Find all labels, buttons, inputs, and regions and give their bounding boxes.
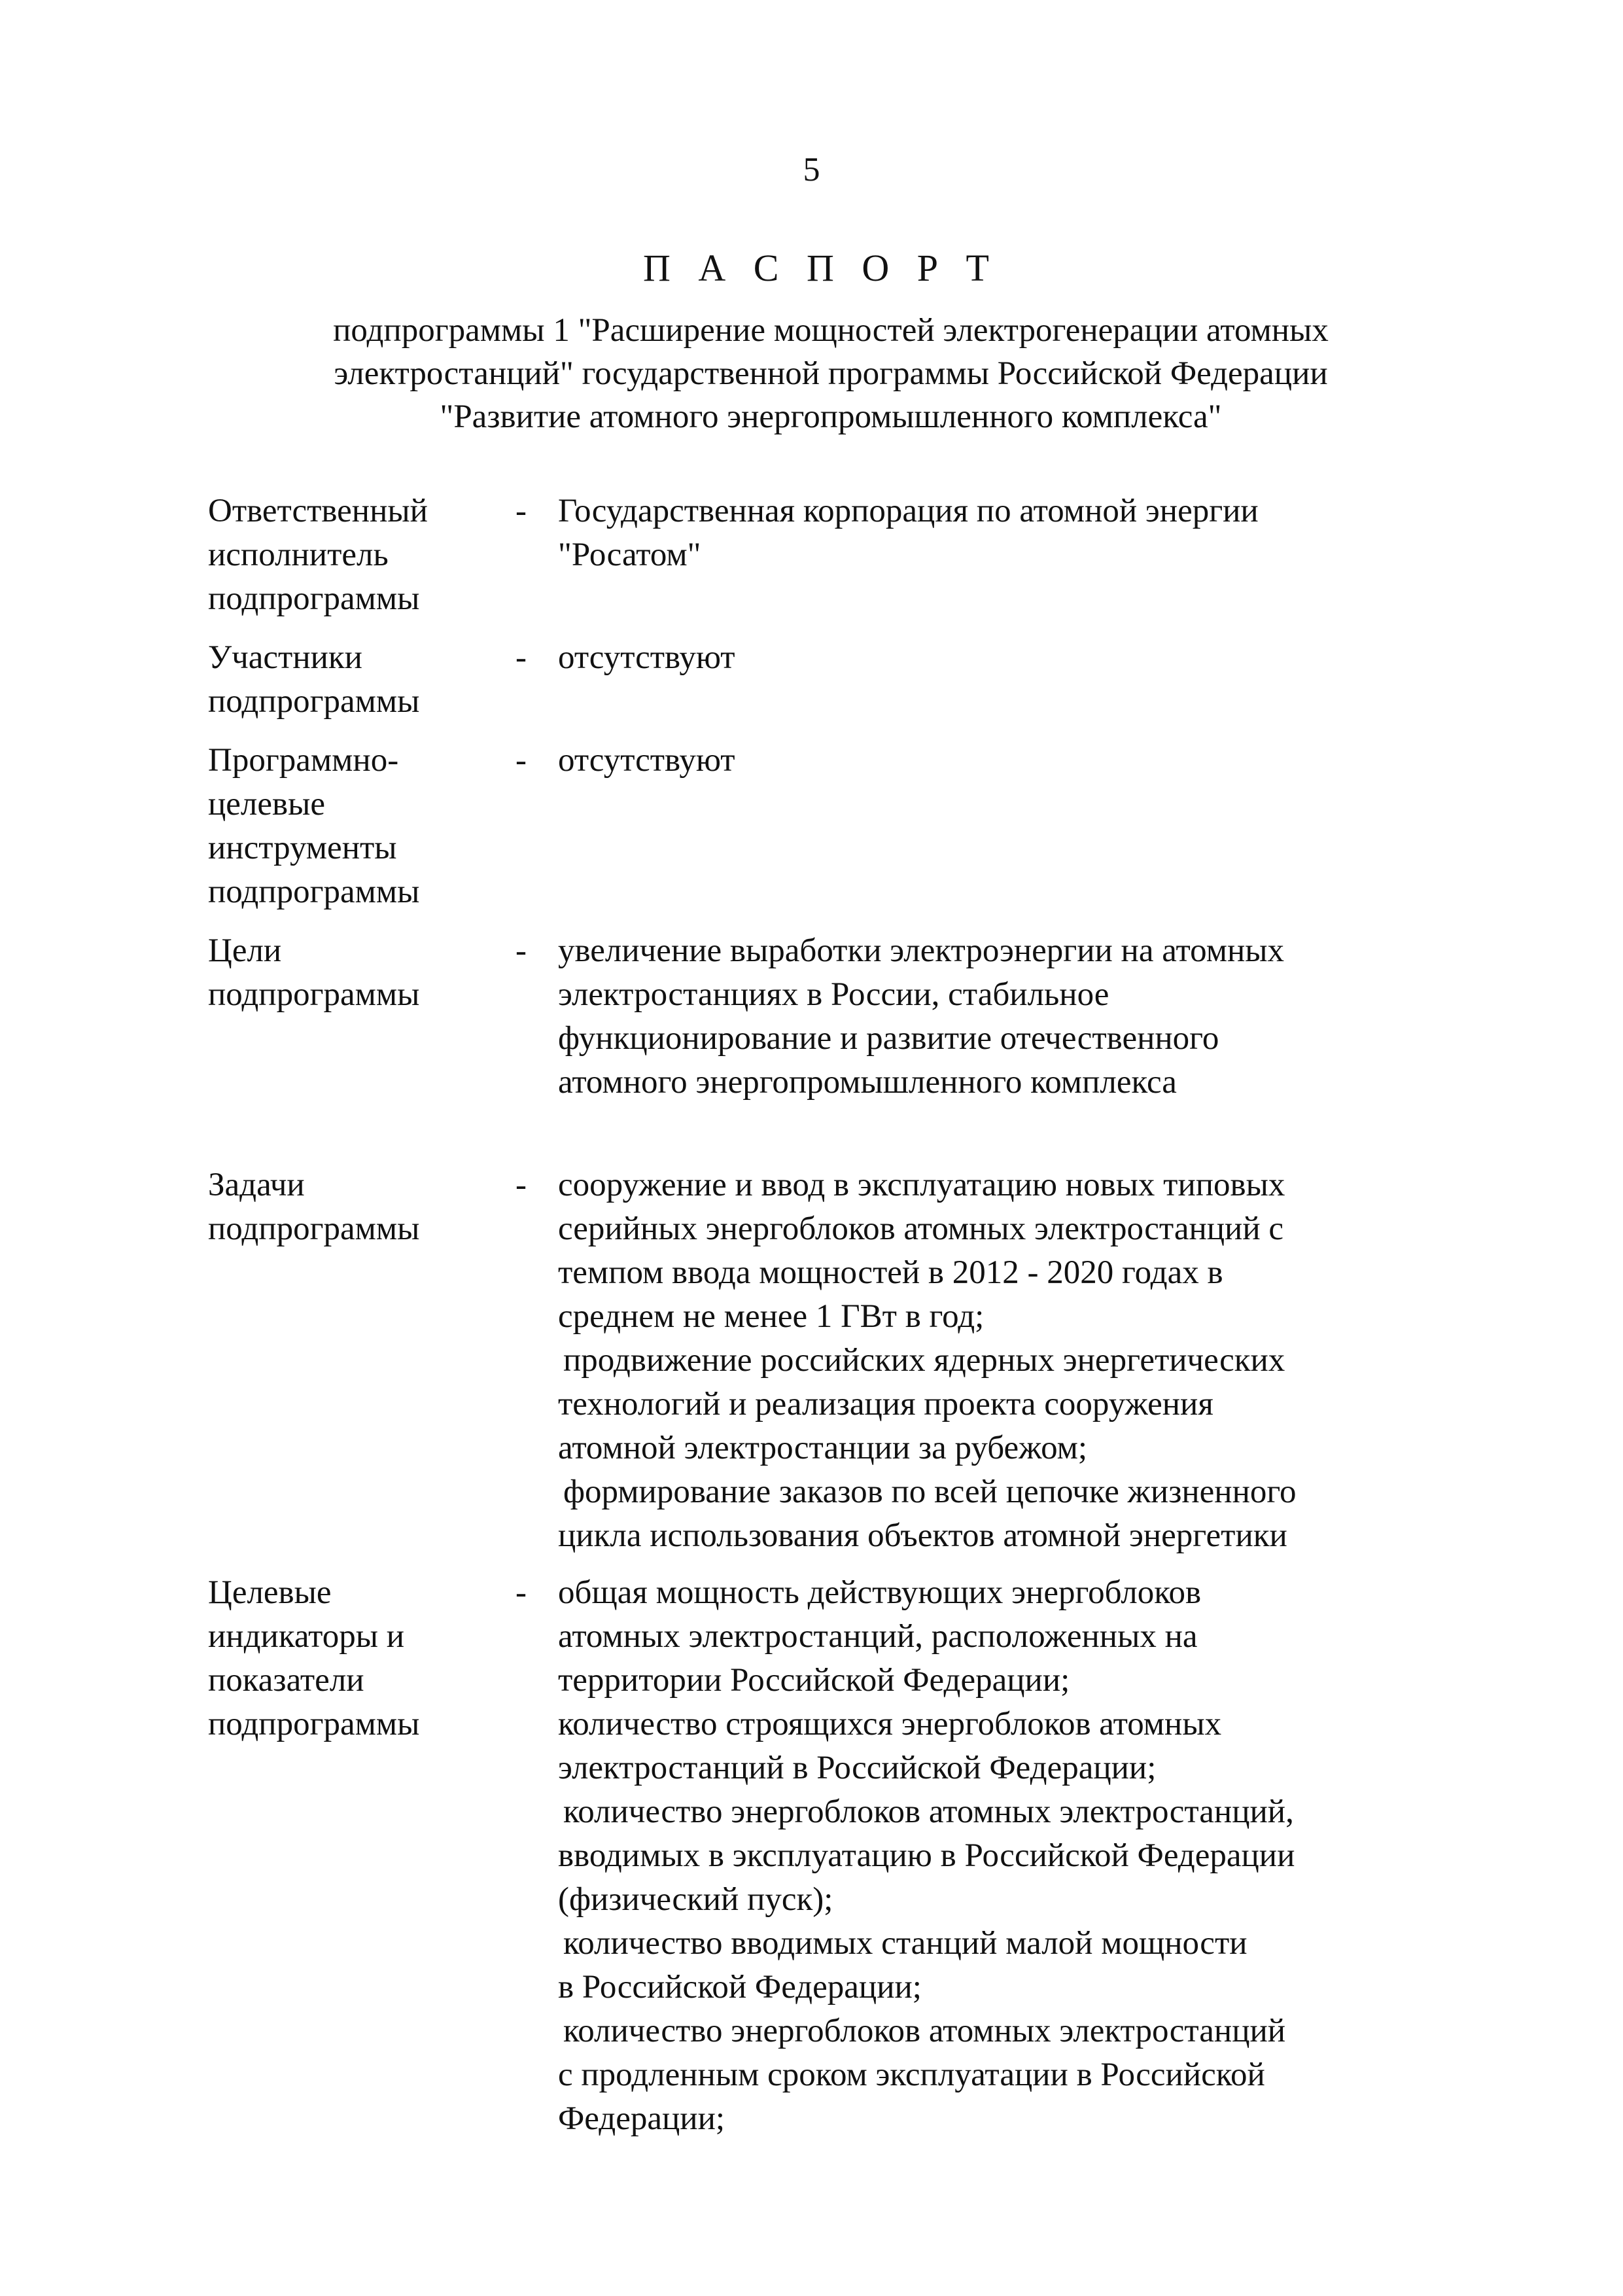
- content-line: количество энергоблоков атомных электростанций,: [563, 1793, 1294, 1830]
- label-line: показатели: [208, 1662, 364, 1699]
- row-label: [208, 489, 515, 621]
- content-line: общая мощность действующих энергоблоков: [558, 1574, 1202, 1611]
- subtitle-line: электростанций" государственной программы Российской Федерации: [334, 355, 1328, 392]
- content-line: территории Российской Федерации;: [558, 1662, 1070, 1699]
- content-line: количество вводимых станций малой мощности: [563, 1925, 1248, 1962]
- label-line: подпрограммы: [208, 1706, 420, 1742]
- content-line: (физический пуск);: [558, 1881, 833, 1918]
- content-line: цикла использования объектов атомной энергетики: [558, 1517, 1287, 1554]
- row-label: [208, 1571, 515, 1746]
- content-line: Государственная корпорация по атомной энергии: [558, 493, 1259, 529]
- content-line: серийных энергоблоков атомных электростанций с: [558, 1210, 1284, 1247]
- label-line: Участники: [208, 639, 362, 676]
- content-line: с продленным сроком эксплуатации в Российской: [558, 2057, 1265, 2093]
- content-line: технологий и реализация проекта сооружения: [558, 1386, 1213, 1422]
- content-line: электростанциях в России, стабильное: [558, 976, 1109, 1013]
- label-line: подпрограммы: [208, 874, 420, 910]
- content-line: количество строящихся энергоблоков атомных: [558, 1706, 1222, 1742]
- document-subtitle: [222, 309, 1439, 438]
- content-line: отсутствуют: [558, 742, 735, 779]
- content-line: увеличение выработки электроэнергии на атомных: [558, 932, 1285, 969]
- row-content: [551, 1571, 1477, 2141]
- dash-mark: -: [515, 493, 527, 529]
- content-line: атомного энергопромышленного комплекса: [558, 1064, 1177, 1101]
- label-line: целевые: [208, 786, 325, 822]
- row-dash: [515, 929, 551, 973]
- content-line: продвижение российских ядерных энергетических: [563, 1342, 1285, 1379]
- label-line: индикаторы и: [208, 1618, 405, 1655]
- content-line: формирование заказов по всей цепочке жизненного: [563, 1474, 1297, 1510]
- dash-mark: -: [515, 742, 527, 779]
- row-dash: [515, 1163, 551, 1207]
- label-line: Программно-: [208, 742, 399, 779]
- passport-row-participants: [208, 636, 1477, 724]
- row-dash: [515, 636, 551, 680]
- content-line: атомной электростанции за рубежом;: [558, 1430, 1088, 1466]
- label-line: подпрограммы: [208, 1210, 420, 1247]
- passport-row-responsible-executor: [208, 489, 1477, 621]
- content-line: вводимых в эксплуатацию в Российской Федерации: [558, 1837, 1295, 1874]
- dash-mark: -: [515, 639, 527, 676]
- passport-row-instruments: [208, 739, 1477, 914]
- content-line: "Росатом": [558, 537, 701, 573]
- label-line: подпрограммы: [208, 976, 420, 1013]
- content-line: атомных электростанций, расположенных на: [558, 1618, 1198, 1655]
- content-line: функционирование и развитие отечественного: [558, 1020, 1219, 1057]
- label-line: Ответственный: [208, 493, 428, 529]
- row-content: [551, 489, 1477, 577]
- document-title: П А С П О Р Т: [643, 247, 998, 289]
- content-line: электростанций в Российской Федерации;: [558, 1750, 1157, 1786]
- row-content: [551, 1163, 1477, 1558]
- content-line: отсутствуют: [558, 639, 735, 676]
- dash-mark: -: [515, 932, 527, 969]
- passport-row-tasks: [208, 1163, 1477, 1558]
- content-line: темпом ввода мощностей в 2012 - 2020 годах в: [558, 1254, 1223, 1291]
- label-line: Целевые: [208, 1574, 332, 1611]
- row-label: [208, 636, 515, 724]
- row-dash: [515, 489, 551, 533]
- label-line: подпрограммы: [208, 683, 420, 720]
- row-content: [551, 929, 1477, 1104]
- page-number: 5: [803, 151, 820, 188]
- passport-row-goals: [208, 929, 1477, 1104]
- passport-row-indicators: [208, 1571, 1477, 2141]
- row-label: [208, 1163, 515, 1251]
- row-dash: [515, 1571, 551, 1615]
- content-line: количество энергоблоков атомных электростанций: [563, 2013, 1286, 2049]
- label-line: инструменты: [208, 830, 397, 866]
- label-line: подпрограммы: [208, 580, 420, 617]
- content-line: среднем не менее 1 ГВт в год;: [558, 1298, 985, 1335]
- passport-table: [208, 489, 1477, 2141]
- content-line: сооружение и ввод в эксплуатацию новых типовых: [558, 1167, 1285, 1203]
- dash-mark: -: [515, 1574, 527, 1611]
- label-line: Задачи: [208, 1167, 305, 1203]
- dash-mark: -: [515, 1167, 527, 1203]
- row-label: [208, 929, 515, 1017]
- row-content: [551, 739, 1477, 783]
- subtitle-line: подпрограммы 1 "Расширение мощностей электрогенерации атомных: [333, 312, 1329, 349]
- label-line: Цели: [208, 932, 282, 969]
- label-line: исполнитель: [208, 537, 389, 573]
- row-label: [208, 739, 515, 914]
- row-dash: [515, 739, 551, 783]
- subtitle-line: "Развитие атомного энергопромышленного комплекса": [440, 398, 1222, 435]
- content-line: Федерации;: [558, 2100, 725, 2137]
- row-content: [551, 636, 1477, 680]
- content-line: в Российской Федерации;: [558, 1969, 922, 2005]
